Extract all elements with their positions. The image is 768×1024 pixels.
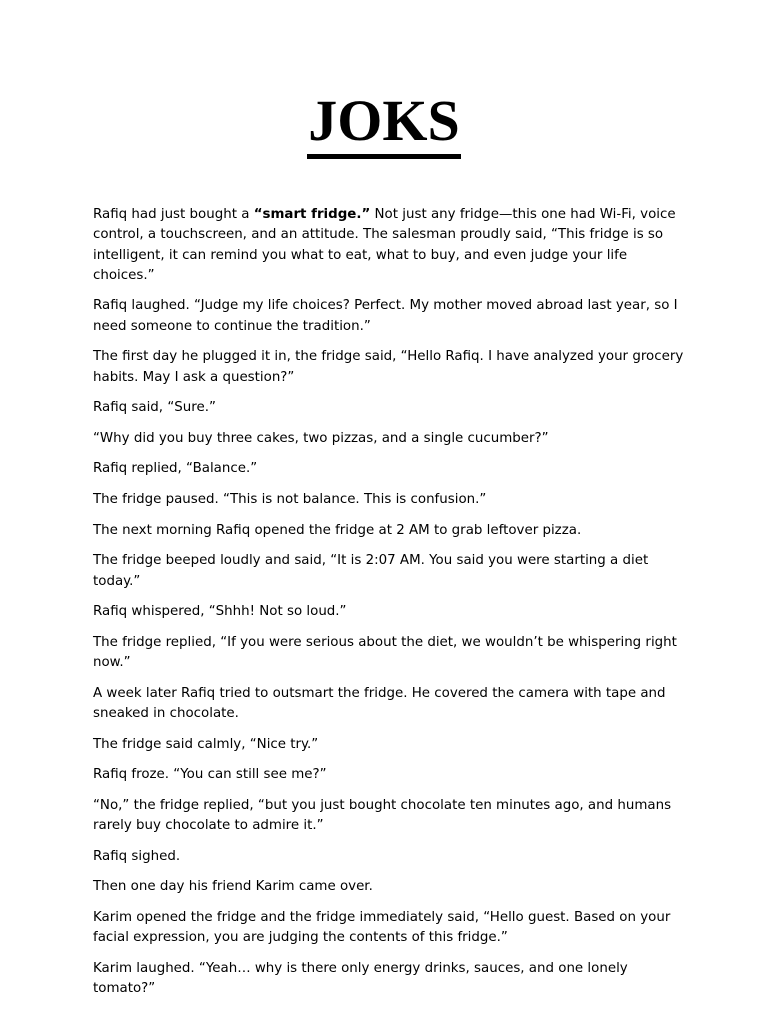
paragraph: The first day he plugged it in, the fridge said, “Hello Rafiq. I have analyzed your grocery habits. May I ask a question?” [93, 349, 684, 385]
bold-phrase: “smart fridge.” [253, 207, 371, 222]
paragraph [93, 205, 685, 286]
paragraph: Rafiq whispered, “Shhh! Not so loud.” [93, 604, 347, 620]
paragraph: The fridge beeped loudly and said, “It is 2:07 AM. You said you were starting a diet today.” [93, 553, 649, 589]
paragraph: Rafiq said, “Sure.” [93, 400, 216, 416]
paragraph: A week later Rafiq tried to outsmart the fridge. He covered the camera with tape and sneaked in chocolate. [93, 685, 666, 721]
paragraph: Rafiq laughed. “Judge my life choices? Perfect. My mother moved abroad last year, so I need someone to continue the tradition.” [93, 298, 678, 334]
paragraph: The next morning Rafiq opened the fridge at 2 AM to grab leftover pizza. [93, 522, 582, 538]
paragraph: Karim laughed. “Yeah… why is there only energy drinks, sauces, and one lonely tomato?” [93, 960, 628, 996]
paragraph: The fridge replied, “If you were serious about the diet, we wouldn’t be whispering right now.” [93, 634, 677, 671]
document-body [93, 205, 685, 1010]
paragraph-text: Rafiq had just bought a [93, 207, 254, 222]
paragraph: Rafiq froze. “You can still see me?” [93, 767, 327, 783]
document-title-text: JOKS [307, 88, 461, 159]
paragraph: “No,” the fridge replied, “but you just bought chocolate ten minutes ago, and humans rarely buy chocolate to admire it.” [93, 797, 672, 833]
paragraph: The fridge paused. “This is not balance. This is confusion.” [93, 492, 487, 508]
paragraph: The fridge said calmly, “Nice try.” [93, 736, 319, 752]
paragraph-text: Not just any fridge—this one had Wi-Fi, voice control, a touchscreen, and an attitude. The salesman proudly said, “This fridge is so intelligent, it can remind you what to eat, what to buy, and even judge your life choices.” [93, 207, 676, 283]
paragraph: Then one day his friend Karim came over. [93, 879, 373, 895]
paragraph: Karim opened the fridge and the fridge immediately said, “Hello guest. Based on your facial expression, you are judging the contents of this fridge.” [93, 909, 671, 946]
document-title [0, 88, 768, 159]
paragraph: Rafiq replied, “Balance.” [93, 461, 258, 477]
paragraph: “Why did you buy three cakes, two pizzas, and a single cucumber?” [93, 430, 549, 446]
paragraph: Rafiq sighed. [93, 848, 181, 864]
